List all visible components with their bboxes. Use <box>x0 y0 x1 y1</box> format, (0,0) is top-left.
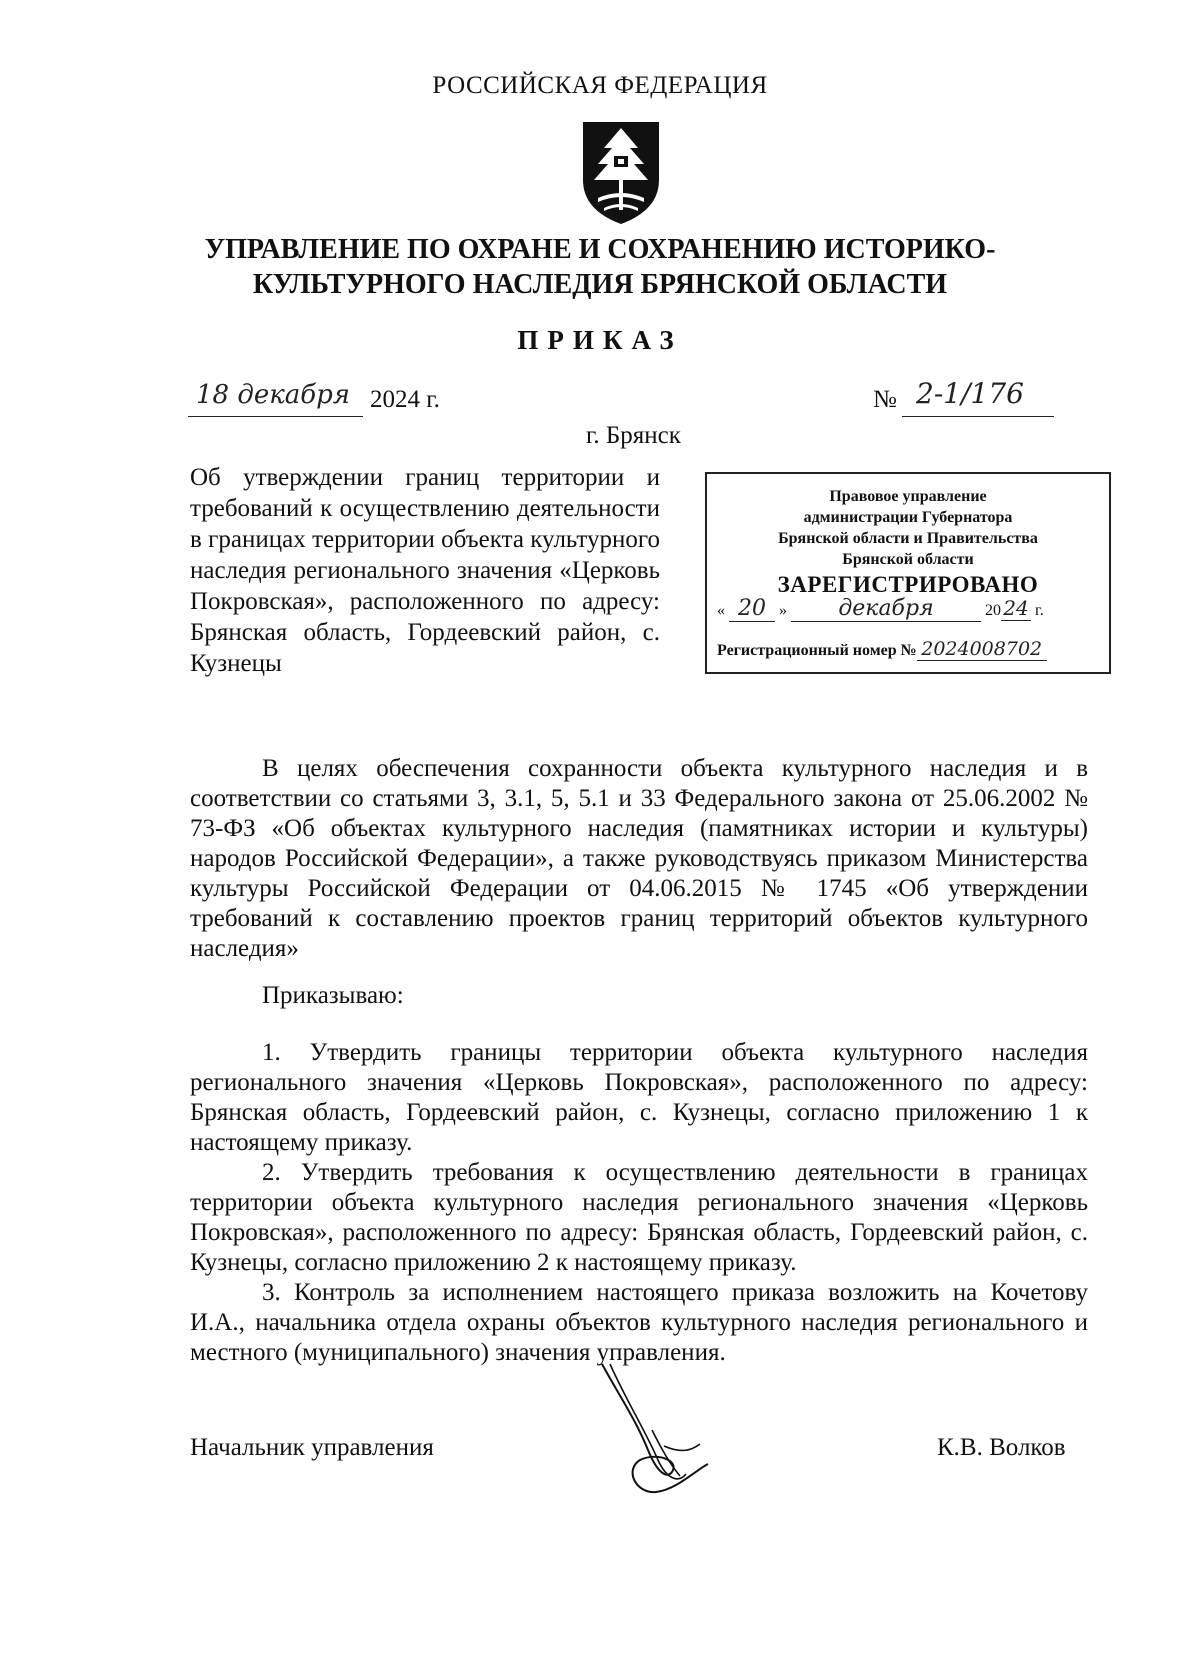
order-word: Приказываю: <box>262 982 404 1009</box>
organization-name <box>150 232 1050 302</box>
stamp-org-line-2: администрации Губернатора <box>803 509 1013 526</box>
stamp-org-line-4: Брянской области <box>842 551 974 568</box>
organization-line-1: УПРАВЛЕНИЕ ПО ОХРАНЕ И СОХРАНЕНИЮ ИСТОРИКО- <box>204 234 996 265</box>
document-type: ПРИКАЗ <box>517 325 683 355</box>
handwritten-signature-icon <box>596 1360 716 1510</box>
stamp-month-handwritten: декабря <box>791 596 981 622</box>
stamp-org-line-1: Правовое управление <box>829 488 987 505</box>
preamble-paragraph: В целях обеспечения сохранности объекта культурного наследия и в соответствии со статьями 3, 3.1, 5, 5.1 и 33 Федерального закона от 25.06.2002 № 73-ФЗ «Об объектах культурного наследия (памятниках истории и культуры) народов Российской Федерации», а также руководствуясь приказом Министерства культуры Российской Федерации от 04.06.2015 № 1745 «Об утверждении требований к составлению проектов границ территорий объектов культурного наследия» <box>190 755 1088 962</box>
stamp-year-suffix: г. <box>1035 602 1044 619</box>
order-item-2: 2. Утвердить требования к осуществлению деятельности в границах территории объекта культурного наследия регионального значения «Церковь Покровская», расположенного по адресу: Брянская область, Гордеевский район, с. Кузнецы, согласно приложению 2 к настоящему приказу. <box>190 1159 1088 1276</box>
order-items <box>190 1038 1088 1368</box>
order-number-handwritten: 2-1/176 <box>916 377 1024 410</box>
bryansk-emblem-icon <box>578 118 664 228</box>
order-item-3: 3. Контроль за исполнением настоящего приказа возложить на Кочетову И.А., начальника отдела охраны объектов культурного наследия регионального и местного (муниципального) значения управления. <box>190 1279 1088 1366</box>
country-title: РОССИЙСКАЯ ФЕДЕРАЦИЯ <box>432 72 768 99</box>
signatory-title: Начальник управления <box>190 1434 434 1461</box>
stamp-registration-number <box>717 638 1107 661</box>
registration-stamp <box>705 472 1111 674</box>
signatory-name: К.В. Волков <box>937 1434 1066 1461</box>
stamp-day-handwritten: 20 <box>729 596 775 622</box>
stamp-org-line-3: Брянской области и Правительства <box>778 530 1038 547</box>
stamp-status: ЗАРЕГИСТРИРОВАНО <box>777 572 1039 597</box>
order-item-1: 1. Утвердить границы территории объекта культурного наследия регионального значения «Церковь Покровская», расположенного по адресу: Брянская область, Гордеевский район, с. Кузнецы, согласно приложению 1 к настоящему приказу. <box>190 1039 1088 1156</box>
stamp-reg-number-handwritten: 2024008702 <box>917 638 1047 661</box>
stamp-year-handwritten: 24 <box>1001 596 1031 621</box>
stamp-organization <box>707 486 1109 570</box>
stamp-quote-close: » <box>779 602 787 619</box>
stamp-quote-open: « <box>717 602 725 619</box>
number-sign: № <box>873 386 897 413</box>
stamp-reg-label: Регистрационный номер № <box>717 642 917 659</box>
order-subject: Об утверждении границ территории и требований к осуществлению деятельности в границах территории объекта культурного наследия регионального значения «Церковь Покровская», расположенного по адресу: Брянская область, Гордеевский район, с. Кузнецы <box>190 464 660 677</box>
order-date-handwritten: 18 декабря <box>196 380 350 410</box>
city: г. Брянск <box>586 422 681 449</box>
organization-line-2: КУЛЬТУРНОГО НАСЛЕДИЯ БРЯНСКОЙ ОБЛАСТИ <box>252 269 948 300</box>
stamp-year-prefix: 20 <box>985 602 1001 619</box>
order-date-year: 2024 г. <box>370 386 440 413</box>
stamp-date <box>717 596 1099 624</box>
